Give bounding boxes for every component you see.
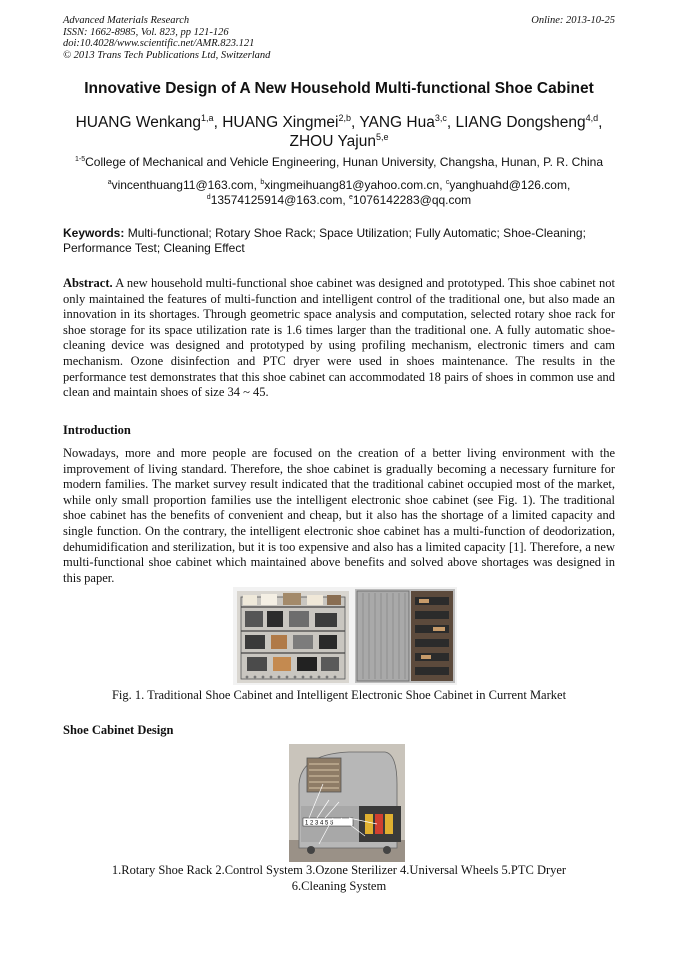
author-name: HUANG Wenkang xyxy=(75,114,202,131)
introduction-text: Nowadays, more and more people are focused on the creation of a better living environment with the improvement of living standard. Therefore, the shoe cabinet is gradually becoming a necessary furniture for modern families. The market survey result indicated that the traditional cabinet occupied most of the market, while only small proportion families use the intelligent electronic shoe cabinet (see Fig. 1). The traditional shoe cabinet has the benefits of convenient and cheap, but it also has the shortage of a limited capacity and single function. On the contrary, the intelligent electronic shoe cabinet has a multi-function of deodorization, dehumidification and sterilization, but it is too expensive and also has a limited capacity [1]. Therefore, a new multi-functional shoe cabinet which maintained above benefits and solved above shortages was designed in this paper. xyxy=(63,446,615,585)
author-sup: 1,a xyxy=(201,112,214,123)
keywords-label: Keywords: xyxy=(63,226,125,240)
email-sup: d xyxy=(206,193,211,201)
figure-2-labels: 1 2 3 4 5 6 xyxy=(305,820,334,827)
email-list xyxy=(63,178,615,207)
figure-1-photo xyxy=(233,587,457,685)
author-list xyxy=(60,113,618,151)
author-sup: 5,e xyxy=(375,131,389,142)
author-name: HUANG Xingmei xyxy=(222,114,339,131)
journal-name: Advanced Materials Research xyxy=(63,15,190,26)
traditional-shoe-rack xyxy=(237,591,349,683)
abstract-text: A new household multi-functional shoe cabinet was designed and prototyped. This shoe cabinet not only maintained the features of multi-function and intelligent control of the traditional one, but also made an innovation in its shortages. Through geometric space analysis and computation, selected rotary shoe rack for shoe storage for its space utilization rate is 1.6 times larger than the traditional one. A fully automatic shoe-cleaning device was designed and prototyped by using profiling mechanism, electronic timers and cam mechanism. Ozone disinfection and PTC dryer were used in shoes maintenance. The results in the performance test demonstrates that this shoe cabinet can accommodated 18 pairs of shoes in common use and clean and maintain shoes of size 34 ~ 45. xyxy=(63,276,615,400)
affiliation-sup: 1-5 xyxy=(75,156,86,163)
email-sup: e xyxy=(349,193,353,201)
author-sup: 3,c xyxy=(434,112,447,123)
affiliation-text: College of Mechanical and Vehicle Engineering, Hunan University, Changsha, Hunan, P. R. China xyxy=(85,155,603,169)
affiliation xyxy=(63,155,615,169)
journal-header xyxy=(63,15,615,61)
author-sup: 4,d xyxy=(585,112,599,123)
author-separator: , xyxy=(446,114,456,131)
electronic-shoe-cabinet xyxy=(355,589,455,683)
abstract-label: Abstract. xyxy=(63,276,113,290)
author-name: ZHOU Yajun xyxy=(289,133,376,150)
figure-1-caption: Fig. 1. Traditional Shoe Cabinet and Intelligent Electronic Shoe Cabinet in Current Market xyxy=(111,688,567,702)
issn-line: ISSN: 1662-8985, Vol. 823, pp 121-126 xyxy=(63,26,229,38)
author-separator: , xyxy=(350,114,360,131)
figure-2-caption-line1: 1.Rotary Shoe Rack 2.Control System 3.Ozone Sterilizer 4.Universal Wheels 5.PTC Dryer xyxy=(111,863,567,877)
email-address: yanghuahd@126.com, xyxy=(449,178,571,192)
paper-title: Innovative Design of A New Household Multi-functional Shoe Cabinet xyxy=(84,80,594,97)
author-name: YANG Hua xyxy=(359,114,435,131)
keywords xyxy=(63,226,615,256)
online-date: Online: 2013-10-25 xyxy=(531,15,615,26)
author-sup: 2,b xyxy=(338,112,351,123)
email-sup: a xyxy=(107,179,112,186)
email-sup: b xyxy=(260,179,265,186)
author-name: LIANG Dongsheng xyxy=(455,114,586,131)
doi-line: doi:10.4028/www.scientific.net/AMR.823.121 xyxy=(63,38,255,49)
abstract xyxy=(63,276,615,401)
keywords-text: Multi-functional; Rotary Shoe Rack; Space Utilization; Fully Automatic; Shoe-Cleaning; Performance Test; Cleaning Effect xyxy=(63,226,586,255)
figure-2-photo xyxy=(289,744,405,862)
email-address: xingmeihuang81@yahoo.com.cn, xyxy=(264,178,446,192)
author-separator: , xyxy=(598,114,603,131)
design-heading: Shoe Cabinet Design xyxy=(63,723,174,737)
email-address: vincenthuang11@163.com, xyxy=(111,178,261,192)
figure-2-caption-line2: 6.Cleaning System xyxy=(291,878,387,893)
author-separator: , xyxy=(213,114,223,131)
email-address: 13574125914@163.com, xyxy=(210,192,349,207)
email-sup: c xyxy=(445,179,450,186)
copyright-line: © 2013 Trans Tech Publications Ltd, Switzerland xyxy=(63,49,271,61)
figure-2-caption xyxy=(63,863,615,894)
introduction-heading: Introduction xyxy=(63,423,131,437)
email-address: 1076142283@qq.com xyxy=(352,192,472,207)
